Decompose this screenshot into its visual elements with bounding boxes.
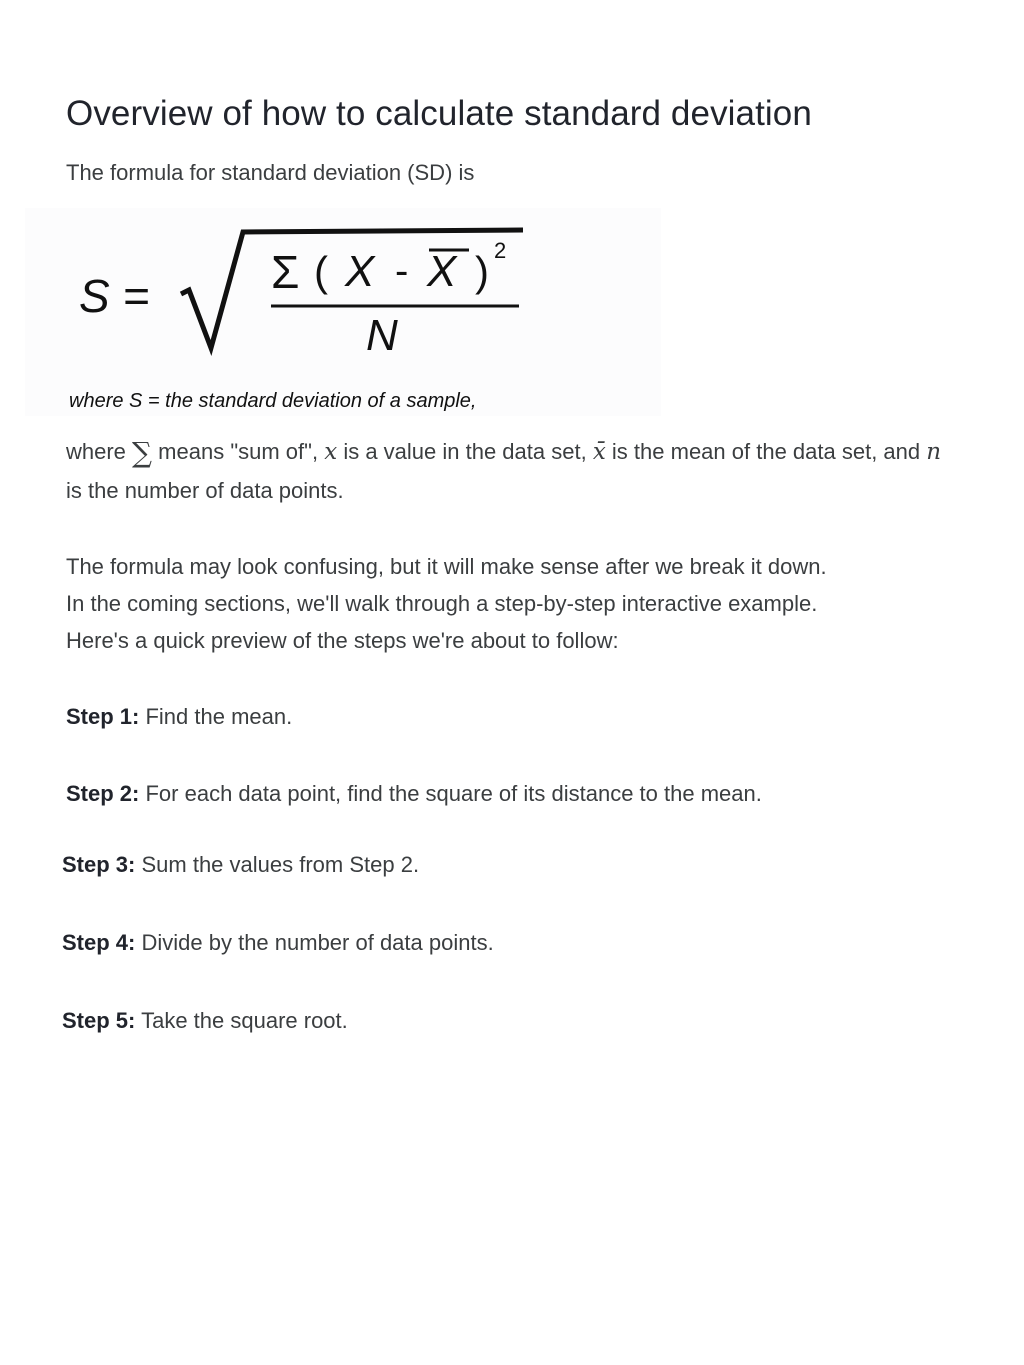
step-5 <box>62 1008 348 1034</box>
value-text: is a value in the data set, <box>343 439 587 464</box>
step-3 <box>62 852 419 878</box>
where-text: where <box>66 439 126 464</box>
formula-minus: - <box>395 249 409 293</box>
means-sum-text: means "sum of", <box>158 439 319 464</box>
step-4 <box>62 930 494 956</box>
step-label: Step 2: <box>66 781 140 806</box>
mean-text: is the mean of the data set, and <box>611 439 921 464</box>
formula-close-paren: ) <box>475 248 489 295</box>
formula-x: X <box>345 247 375 296</box>
sum-symbol: ∑ <box>132 436 153 469</box>
formula-sigma: Σ <box>271 246 300 298</box>
x-symbol: x <box>324 439 338 465</box>
step-text: Find the mean. <box>145 704 293 729</box>
paragraph-line: The formula may look confusing, but it will make sense after we break it down. <box>66 554 827 579</box>
step-label: Step 3: <box>62 852 136 877</box>
formula-caption: where S = the standard deviation of a sample, <box>69 390 477 412</box>
formula-lhs: S = <box>79 270 150 322</box>
paragraph-line: In the coming sections, we'll walk through a step-by-step interactive example. <box>66 591 818 616</box>
step-label: Step 1: <box>66 704 140 729</box>
step-text: Divide by the number of data points. <box>141 930 494 955</box>
preview-paragraph <box>66 548 946 659</box>
n-symbol: n <box>926 439 942 465</box>
count-text: is the number of data points. <box>66 478 344 503</box>
step-label: Step 5: <box>62 1008 136 1033</box>
formula-exponent: 2 <box>494 238 507 263</box>
standard-deviation-formula <box>25 208 661 416</box>
xbar-symbol: x̄ <box>592 439 606 465</box>
formula-explanation <box>66 433 946 510</box>
formula-xbar: X <box>427 247 457 296</box>
intro-text: The formula for standard deviation (SD) is <box>66 160 475 185</box>
step-1 <box>66 704 292 730</box>
formula-open-paren: ( <box>314 248 328 295</box>
step-label: Step 4: <box>62 930 136 955</box>
page-title: Overview of how to calculate standard deviation <box>66 94 812 133</box>
formula-image <box>25 208 661 416</box>
step-text: Sum the values from Step 2. <box>141 852 420 877</box>
step-2 <box>66 781 762 807</box>
paragraph-line: Here's a quick preview of the steps we're about to follow: <box>66 628 619 653</box>
step-text: Take the square root. <box>141 1008 348 1033</box>
formula-denominator: N <box>366 311 398 360</box>
step-text: For each data point, find the square of its distance to the mean. <box>145 781 762 806</box>
